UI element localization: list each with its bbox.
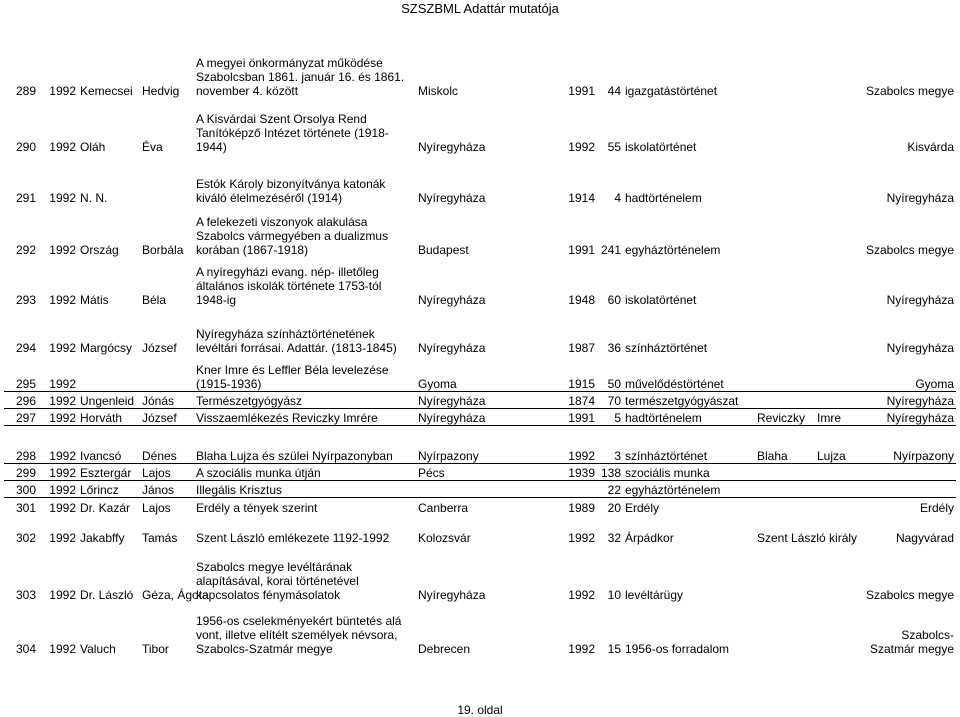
author-given-name-cell: János xyxy=(140,480,194,497)
person-given-name-cell xyxy=(815,463,857,480)
region-cell: Nyíregyháza xyxy=(886,293,954,307)
author-given-name-cell: Béla xyxy=(142,293,167,307)
subject-cell: hadtörténelem xyxy=(623,408,755,425)
record-year-cell: 1992 xyxy=(38,355,78,391)
author-surname-cell: Oláh xyxy=(80,140,106,154)
record-title-cell: Szabolcs megye levéltárának alapításával, korai történetével kapcsolatos fénymásolatok xyxy=(196,560,359,602)
author-given-name-cell: József xyxy=(140,408,194,425)
page-count-cell: 10 xyxy=(607,588,621,602)
region-cell: Kisvárda xyxy=(907,140,954,154)
publication-year-cell: 1991 xyxy=(568,84,595,98)
publication-place-cell: Miskolc xyxy=(418,84,459,98)
record-id-cell: 300 xyxy=(4,480,38,497)
table-row xyxy=(4,391,956,408)
record-year-cell: 1992 xyxy=(38,463,78,480)
region-cell: Nagyvárad xyxy=(895,531,954,545)
record-id-cell: 297 xyxy=(4,408,38,425)
page-header: SZSZBML Adattár mutatója xyxy=(401,1,559,16)
page-count-cell: 4 xyxy=(614,191,621,205)
person-surname-cell xyxy=(755,602,815,656)
page-count-cell: 5 xyxy=(597,408,623,425)
subject-cell: művelődéstörténet xyxy=(623,355,755,391)
page-count-cell: 44 xyxy=(607,84,621,98)
person-surname-cell xyxy=(755,550,815,602)
record-title-cell: Estók Károly bizonyítványa katonák kiváló élelmezéséről (1914) xyxy=(196,177,386,205)
record-title-cell: Kner Imre és Leffler Béla levelezése (1915-1936) xyxy=(194,355,416,391)
record-id-cell: 302 xyxy=(15,531,36,545)
record-id-cell: 290 xyxy=(15,140,36,154)
publication-year-cell: 1992 xyxy=(568,642,595,656)
record-year-cell: 1992 xyxy=(49,293,76,307)
person-surname-cell xyxy=(755,497,815,515)
record-id-cell: 304 xyxy=(15,642,36,656)
table-row xyxy=(4,497,956,515)
author-given-name-cell: Géza, Ágota xyxy=(142,588,209,602)
person-surname-cell xyxy=(755,355,815,391)
publication-place-cell: Canberra xyxy=(418,501,469,515)
person-surname-cell xyxy=(755,463,815,480)
subject-cell: iskolatörténet xyxy=(625,140,697,154)
row-spacer-cell xyxy=(4,98,956,108)
author-given-name-cell: Lajos xyxy=(142,501,171,515)
publication-place-cell: Gyoma xyxy=(416,355,533,391)
publication-year-cell: 1939 xyxy=(533,463,597,480)
table-row xyxy=(4,108,956,154)
person-given-name-cell xyxy=(815,108,857,154)
table-row xyxy=(4,408,956,425)
author-surname-cell: Dr. Kazár xyxy=(80,501,131,515)
publication-year-cell: 1914 xyxy=(568,191,595,205)
publication-year-cell: 1992 xyxy=(568,531,595,545)
author-surname-cell: Lőrincz xyxy=(78,480,140,497)
subject-cell: színháztörténet xyxy=(623,425,755,463)
publication-year-cell: 1987 xyxy=(568,341,595,355)
page-count-cell: 22 xyxy=(597,480,623,497)
record-id-cell: 295 xyxy=(4,355,38,391)
record-year-cell: 1992 xyxy=(49,341,76,355)
subject-cell: igazgatástörténet xyxy=(625,84,718,98)
record-year-cell: 1992 xyxy=(38,408,78,425)
region-cell: Szabolcs megye xyxy=(865,84,954,98)
table-row xyxy=(4,205,956,257)
record-id-cell: 291 xyxy=(15,191,36,205)
person-surname-cell xyxy=(755,159,815,205)
page-count-cell: 55 xyxy=(607,140,621,154)
publication-year-cell: 1874 xyxy=(533,391,597,408)
page-count-cell: 15 xyxy=(607,642,621,656)
record-title-cell: A felekezeti viszonyok alakulása Szabolcs vármegyében a dualizmus korában (1867-1918) xyxy=(196,215,389,257)
record-title-cell: Illegális Krisztus xyxy=(194,480,416,497)
person-surname-cell: Blaha xyxy=(755,425,815,463)
person-surname-cell: Szent László király xyxy=(757,531,858,545)
table-row xyxy=(4,425,956,463)
region-cell: Nyíregyháza xyxy=(857,408,956,425)
person-given-name-cell xyxy=(815,497,857,515)
author-given-name-cell: Jónás xyxy=(140,391,194,408)
region-cell: Szabolcs-Szatmár megye xyxy=(869,628,954,656)
author-surname-cell: Dr. László xyxy=(80,588,134,602)
author-surname-cell: Jakabffy xyxy=(80,531,125,545)
record-id-cell: 299 xyxy=(4,463,38,480)
record-title-cell: A megyei önkormányzat működése Szabolcsban 1861. január 16. és 1861. november 4. között xyxy=(196,56,405,98)
record-id-cell: 296 xyxy=(4,391,38,408)
person-surname-cell xyxy=(755,40,815,98)
publication-year-cell: 1992 xyxy=(568,588,595,602)
page-count-cell: 50 xyxy=(597,355,623,391)
subject-cell: szociális munka xyxy=(623,463,755,480)
person-surname-cell xyxy=(755,307,815,355)
person-given-name-cell xyxy=(815,550,857,602)
page-count-cell: 36 xyxy=(607,341,621,355)
page-count-cell: 60 xyxy=(607,293,621,307)
record-title-cell: Természetgyógyász xyxy=(194,391,416,408)
subject-cell: Erdély xyxy=(625,501,660,515)
subject-cell: egyháztörténelem xyxy=(625,243,721,257)
records-body xyxy=(4,40,956,656)
publication-place-cell: Debrecen xyxy=(418,642,471,656)
table-row xyxy=(4,257,956,307)
author-given-name-cell: Hedvig xyxy=(142,84,180,98)
person-given-name-cell xyxy=(815,307,857,355)
region-cell: Nyíregyháza xyxy=(886,341,954,355)
record-title-cell: Visszaemlékezés Reviczky Imrére xyxy=(194,408,416,425)
record-id-cell: 301 xyxy=(15,501,36,515)
publication-year-cell: 1992 xyxy=(533,425,597,463)
author-given-name-cell: Borbála xyxy=(142,243,184,257)
person-given-name-cell xyxy=(815,602,857,656)
publication-place-cell: Pécs xyxy=(416,463,533,480)
record-id-cell: 292 xyxy=(15,243,36,257)
person-given-name-cell xyxy=(815,355,857,391)
person-surname-cell xyxy=(755,205,815,257)
person-surname-cell xyxy=(755,257,815,307)
publication-place-cell xyxy=(416,480,533,497)
page-count-cell: 20 xyxy=(607,501,621,515)
publication-place-cell: Nyírpazony xyxy=(416,425,533,463)
record-id-cell: 294 xyxy=(15,341,36,355)
page-count-cell: 3 xyxy=(597,425,623,463)
publication-place-cell: Nyíregyháza xyxy=(418,140,486,154)
person-given-name-cell: Imre xyxy=(815,408,857,425)
page-count-cell: 138 xyxy=(597,463,623,480)
record-year-cell: 1992 xyxy=(38,425,78,463)
record-title-cell: A Kisvárdai Szent Orsolya Rend Tanítóképző Intézet története (1918-1944) xyxy=(196,112,389,154)
table-row xyxy=(4,602,956,656)
author-surname-cell: Ország xyxy=(80,243,119,257)
region-cell: Szabolcs megye xyxy=(865,243,954,257)
record-id-cell: 289 xyxy=(15,84,36,98)
person-given-name-cell xyxy=(815,159,857,205)
table-row xyxy=(4,550,956,602)
person-surname-cell xyxy=(755,108,815,154)
records-table xyxy=(4,40,956,656)
author-surname-cell: Esztergár xyxy=(78,463,140,480)
table-row xyxy=(4,307,956,355)
publication-place-cell: Kolozsvár xyxy=(418,531,471,545)
page-number: 19. oldal xyxy=(457,703,503,717)
person-given-name-cell xyxy=(815,205,857,257)
subject-cell: 1956-os forradalom xyxy=(625,642,730,656)
author-given-name-cell: Tibor xyxy=(142,642,169,656)
record-title-cell: Erdély a tények szerint xyxy=(196,501,318,515)
author-surname-cell: Kemecsei xyxy=(80,84,133,98)
publication-year-cell: 1989 xyxy=(568,501,595,515)
author-given-name-cell: Lajos xyxy=(140,463,194,480)
subject-cell: iskolatörténet xyxy=(625,293,697,307)
author-given-name-cell xyxy=(140,159,194,205)
record-year-cell: 1992 xyxy=(49,501,76,515)
table-row xyxy=(4,519,956,545)
record-title-cell: 1956-os cselekményekért büntetés alá vont, illetve elítélt személyek névsora, Szabolcs-Szatmár megye xyxy=(196,614,402,656)
subject-cell: színháztörténet xyxy=(625,341,708,355)
publication-year-cell: 1992 xyxy=(568,140,595,154)
person-surname-cell xyxy=(755,480,815,497)
row-spacer xyxy=(4,98,956,108)
author-given-name-cell xyxy=(140,355,194,391)
person-given-name-cell: Lujza xyxy=(815,425,857,463)
person-given-name-cell xyxy=(815,40,857,98)
person-surname-cell: Reviczky xyxy=(755,408,815,425)
record-title-cell: Blaha Lujza és szülei Nyírpazonyban xyxy=(194,425,416,463)
author-surname-cell: Mátis xyxy=(80,293,109,307)
publication-year-cell xyxy=(533,480,597,497)
author-surname-cell: Ungenleid xyxy=(78,391,140,408)
record-year-cell: 1992 xyxy=(38,480,78,497)
region-cell: Gyoma xyxy=(857,355,956,391)
record-title-cell: A szociális munka útján xyxy=(194,463,416,480)
author-given-name-cell: Tamás xyxy=(142,531,178,545)
person-surname-cell xyxy=(755,391,815,408)
person-given-name-cell xyxy=(815,480,857,497)
author-given-name-cell: József xyxy=(142,341,177,355)
publication-place-cell: Budapest xyxy=(418,243,469,257)
record-year-cell: 1992 xyxy=(38,391,78,408)
subject-cell: levéltárügy xyxy=(625,588,684,602)
record-id-cell: 303 xyxy=(15,588,36,602)
page-count-cell: 70 xyxy=(597,391,623,408)
region-cell: Nyíregyháza xyxy=(857,391,956,408)
subject-cell: természetgyógyászat xyxy=(623,391,755,408)
publication-place-cell: Nyíregyháza xyxy=(418,588,486,602)
subject-cell: Árpádkor xyxy=(625,531,674,545)
author-given-name-cell: Dénes xyxy=(140,425,194,463)
publication-year-cell: 1915 xyxy=(533,355,597,391)
record-id-cell: 293 xyxy=(15,293,36,307)
publication-place-cell: Nyíregyháza xyxy=(418,293,486,307)
publication-place-cell: Nyíregyháza xyxy=(416,408,533,425)
person-given-name-cell xyxy=(815,391,857,408)
page-count-cell: 241 xyxy=(600,243,621,257)
publication-place-cell: Nyíregyháza xyxy=(418,191,486,205)
record-year-cell: 1992 xyxy=(49,531,76,545)
publication-year-cell: 1991 xyxy=(533,408,597,425)
table-row xyxy=(4,355,956,391)
subject-cell: egyháztörténelem xyxy=(623,480,755,497)
page-count-cell: 32 xyxy=(607,531,621,545)
publication-year-cell: 1948 xyxy=(568,293,595,307)
table-row xyxy=(4,40,956,98)
author-surname-cell: Horváth xyxy=(78,408,140,425)
record-title-cell: Nyíregyháza színháztörténetének levéltári forrásai. Adattár. (1813-1845) xyxy=(196,327,397,355)
region-cell: Nyírpazony xyxy=(857,425,956,463)
author-surname-cell: Margócsy xyxy=(80,341,133,355)
region-cell: Nyíregyháza xyxy=(886,191,954,205)
author-surname-cell: Valuch xyxy=(80,642,116,656)
record-year-cell: 1992 xyxy=(49,642,76,656)
author-surname-cell: Ivancsó xyxy=(78,425,140,463)
record-title-cell: Szent László emlékezete 1192-1992 xyxy=(196,531,390,545)
record-year-cell: 1992 xyxy=(49,84,76,98)
region-cell: Szabolcs megye xyxy=(865,588,954,602)
record-year-cell: 1992 xyxy=(49,191,76,205)
record-id-cell: 298 xyxy=(4,425,38,463)
region-cell xyxy=(857,480,956,497)
author-surname-cell: N. N. xyxy=(80,191,108,205)
record-title-cell: A nyíregyházi evang. nép- illetőleg általános iskolák története 1753-tól 1948-ig xyxy=(196,265,382,307)
region-cell xyxy=(857,463,956,480)
subject-cell: hadtörténelem xyxy=(625,191,702,205)
table-row xyxy=(4,159,956,205)
record-year-cell: 1992 xyxy=(49,140,76,154)
record-year-cell: 1992 xyxy=(49,588,76,602)
publication-place-cell: Nyíregyháza xyxy=(418,341,486,355)
record-year-cell: 1992 xyxy=(49,243,76,257)
person-given-name-cell xyxy=(815,257,857,307)
publication-place-cell: Nyíregyháza xyxy=(416,391,533,408)
author-given-name-cell: Éva xyxy=(142,140,163,154)
table-row xyxy=(4,463,956,480)
publication-year-cell: 1991 xyxy=(568,243,595,257)
region-cell: Erdély xyxy=(919,501,954,515)
table-row xyxy=(4,480,956,497)
author-surname-cell xyxy=(78,355,140,391)
